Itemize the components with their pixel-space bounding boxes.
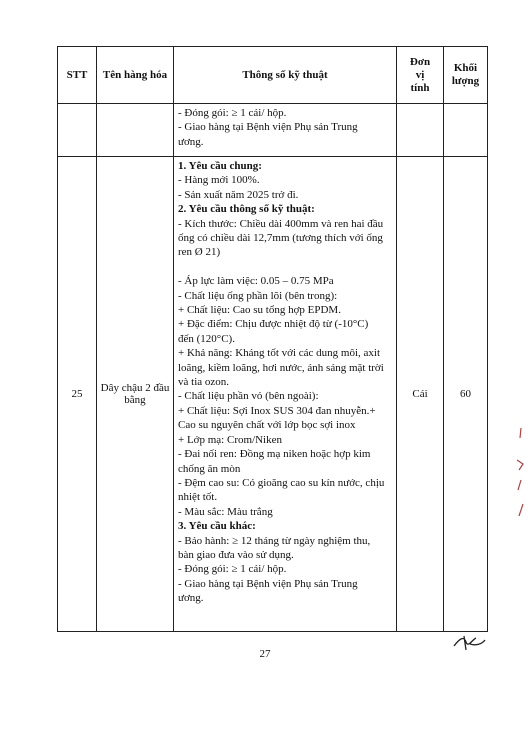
continued-spec-lines	[174, 104, 396, 149]
spec-line: + Đặc điểm: Chịu được nhiệt độ từ (-10°C)	[178, 318, 369, 331]
table-row-continued	[58, 104, 488, 157]
spec-line: ống có chiều dài 12,7mm (tương thích với ống	[178, 232, 383, 245]
header-qty-line: Khối	[453, 62, 478, 74]
spec-line: và tia ozon.	[178, 376, 230, 389]
spec-line: nhiệt tốt.	[178, 491, 218, 504]
margin-marks	[509, 420, 529, 530]
spec-line: - Kích thước: Chiều dài 400mm và ren hai đầu	[178, 217, 384, 230]
spec-line: - Bảo hành: ≥ 12 tháng từ ngày nghiệm thu,	[178, 534, 371, 547]
spec-line: ương.	[178, 592, 204, 605]
spec-line: loãng, kiềm loãng, hơi nước, ánh sáng mặt trời	[178, 361, 384, 374]
header-unit-line: Đơn	[409, 55, 431, 68]
spec-line: - Hàng mới 100%.	[178, 174, 260, 187]
header-quantity	[444, 47, 488, 104]
item-name-line: Dây chậu 2 đầu	[100, 382, 170, 394]
spec-line: + Lớp mạ: Crom/Niken	[178, 433, 282, 446]
spec-line: + Chất liệu: Cao su tổng hợp EPDM.	[178, 304, 341, 317]
spec-section-heading: 3. Yêu cầu khác:	[178, 520, 256, 533]
cell-stt: 25	[58, 157, 97, 632]
cell-spec-continued	[174, 104, 397, 157]
spec-line: - Đệm cao su: Có gioăng cao su kín nước, chịu	[178, 476, 385, 489]
cell-item-name	[97, 157, 174, 632]
spec-lines	[174, 157, 396, 606]
spec-line: - Giao hàng tại Bệnh viện Phụ sản Trung	[178, 121, 358, 134]
spec-line: - Đóng gói: ≥ 1 cái/ hộp.	[178, 563, 287, 576]
table-header-row	[58, 47, 488, 104]
cell-spec	[174, 157, 397, 632]
page-number: 27	[259, 648, 271, 660]
header-stt: STT	[58, 47, 97, 104]
spec-line: - Áp lực làm việc: 0.05 – 0.75 MPa	[178, 275, 334, 288]
spec-line: - Màu sắc: Màu trắng	[178, 505, 273, 518]
cell-qty-empty	[444, 104, 488, 157]
spec-line: ren Ø 21)	[178, 246, 221, 259]
cell-quantity: 60	[444, 157, 488, 632]
spec-section-heading: 1. Yêu cầu chung:	[178, 160, 262, 172]
header-unit-line: vị	[415, 68, 425, 81]
item-name-line: bằng	[124, 394, 146, 406]
header-spec: Thông số kỹ thuật	[174, 47, 397, 104]
spec-line: - Giao hàng tại Bệnh viện Phụ sản Trung	[178, 577, 358, 590]
spec-line: + Chất liệu: Sợi Inox SUS 304 đan nhuyễn.+	[178, 404, 376, 417]
spec-line: chống ăn mòn	[178, 462, 241, 475]
cell-unit-empty	[397, 104, 444, 157]
spec-line: - Chất liệu ống phần lõi (bên trong):	[178, 289, 338, 302]
table-row	[58, 157, 488, 632]
spec-line: - Chất liệu phần vỏ (bên ngoài):	[178, 390, 319, 403]
header-unit-line: tính	[410, 81, 430, 94]
spec-line	[178, 260, 392, 274]
spec-line: - Đóng gói: ≥ 1 cái/ hộp.	[178, 107, 287, 119]
spec-section-heading: 2. Yêu cầu thông số kỹ thuật:	[178, 203, 315, 216]
cell-stt-empty	[58, 104, 97, 157]
cell-name-empty	[97, 104, 174, 157]
spec-line: - Sản xuất năm 2025 trở đi.	[178, 188, 299, 201]
spec-line: Cao su nguyên chất với lớp bọc sợi inox	[178, 419, 356, 432]
spec-line: + Khả năng: Kháng tốt với các dung môi, axit	[178, 347, 381, 360]
spec-line: - Đai nối ren: Đồng mạ niken hoặc hợp kim	[178, 448, 371, 461]
header-qty-line: lượng	[451, 75, 480, 87]
cell-unit: Cái	[397, 157, 444, 632]
spec-table	[57, 46, 488, 632]
header-unit	[397, 47, 444, 104]
spec-line: bàn giao đưa vào sử dụng.	[178, 548, 294, 561]
spec-line: ương.	[178, 135, 204, 148]
header-item-name: Tên hàng hóa	[97, 47, 174, 104]
spec-line: đến (120°C).	[178, 332, 235, 345]
